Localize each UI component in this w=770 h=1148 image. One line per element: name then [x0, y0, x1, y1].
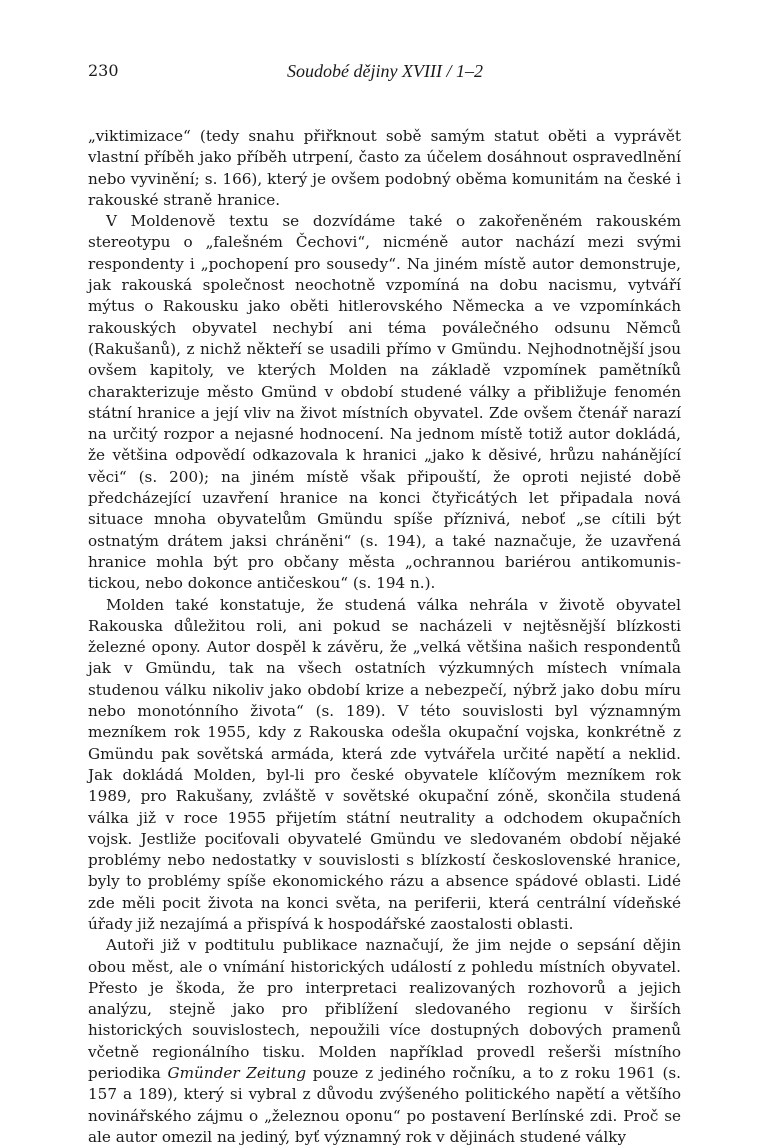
- paragraph-text: Molden také konstatuje, že studená válka nehrála v životě obyvatel Rakouska důležitou roli, ani pokud se nacházeli v nejtěsnější blízkosti železné opony. Autor dospěl k závěru, že „velká většina našich respondentů jak v Gmündu, tak na všech ostatních výzkumných místech vnímala studenou válku nikoliv jako období krize a nebezpečí, nýbrž jako dobu míru nebo monotónního života“ (s. 189). V této souvislosti byl významným mezníkem rok 1955, kdy z Rakouska odešla okupační vojska, konkrétně z Gmündu pak sovětská armáda, která zde vytvářela určité napětí a neklid. Jak dokládá Molden, byl-li pro české obyvatele klíčovým mezníkem rok 1989, pro Rakušany, zvláště v sovětské okupační zóně, skončila studená válka již v roce 1955 přijetím státní neutrality a odchodem okupačních vojsk. Jestliže pociťovali obyvatelé Gmündu ve sledovaném období nějaké problémy nebo nedostatky v souvislosti s blízkostí československé hranice, byly to problémy spíše ekonomického rázu a absence spádové oblasti. Lidé zde měli pocit života na konci světa, na periferii, která centrální vídeňské úřady již nezajímá a přispívá k hospodářské zaostalosti oblasti.: [88, 595, 681, 933]
- paragraph-3: [88, 595, 681, 936]
- page-number: 230: [88, 61, 119, 80]
- page-header: [88, 61, 682, 85]
- paragraph-text: V Moldenově textu se dozvídáme také o zakořeněném rakouském stereotypu o „falešném Čechovi“, nicméně autor nachází mezi svými respondenty i „pochopení pro sousedy“. Na jiném místě autor demonstruje, jak rakouská společnost neochotně vzpomíná na dobu nacismu, vytváří mýtus o Rakousku jako oběti hitlerovského Německa a ve vzpomínkách rakouských obyvatel nechybí ani téma poválečného odsunu Němců (Rakušanů), z nichž někteří se usadili přímo v Gmündu. Nejhodnotnější jsou ovšem kapitoly, ve kterých Molden na základě vzpomínek pamětníků charakterizuje město Gmünd v období studené války a přibližuje fenomén státní hranice a její vliv na život místních obyvatel. Zde ovšem čtenář narazí na určitý rozpor a nejasné hodnocení. Na jednom místě totiž autor dokládá, že většina odpovědí odkazovala k hranici „jako k děsivé, hrůzu nahánějící věci“ (s. 200); na jiném místě však připouští, že oproti nejisté době předcházející uzavření hranice na konci čtyřicátých let připadala nová situace mnoha obyvatelům Gmündu spíše příznivá, neboť „se cítili být ostnatým drátem jaksi chráněni“ (s. 194), a také naznačuje, že uzavřená hranice mohla být pro občany města „ochrannou bariérou antikomunistickou, nebo dokonce antičeskou“ (s. 194 n.).: [88, 212, 681, 593]
- running-title: Soudobé dějiny XVIII / 1–2: [287, 61, 483, 81]
- article-body: [88, 126, 681, 1148]
- periodical-title: Gmünder Zeitung: [167, 1064, 307, 1083]
- paragraph-text: Autoři již v podtitulu publikace naznačují, že jim nejde o sepsání dějin obou měst, ale o vnímání historických událostí z pohledu místních obyvatel. Přesto je škoda, že pro interpretaci realizovaných rozhovorů a jejich analýzu, stejně jako pro přiblížení sledovaného regionu v širších historických souvislostech, nepoužili více dostupných dobových pramenů včetně regionálního tisku. Molden například provedl rešerši místního periodika: [88, 936, 681, 1083]
- paragraph-1: [88, 126, 681, 211]
- paragraph-2: [88, 211, 681, 594]
- paragraph-4: [88, 935, 681, 1148]
- paragraph-text: pouze z jediného ročníku, a to z roku 1961 (s. 157 a 189), který si vybral z důvodu zvýšeného politického napětí a většího novinářského zájmu o „železnou oponu“ po postavení Berlínské zdi. Proč se ale autor omezil na jediný, byť významný rok v dějinách studené války: [88, 1064, 681, 1146]
- paragraph-text: „viktimizace“ (tedy snahu přiřknout sobě samým statut oběti a vyprávět vlastní příběh jako příběh utrpení, často za účelem dosáhnout ospravedlnění nebo vyvinění; s. 166), který je ovšem podobný oběma komunitám na české i rakouské straně hranice.: [88, 127, 681, 209]
